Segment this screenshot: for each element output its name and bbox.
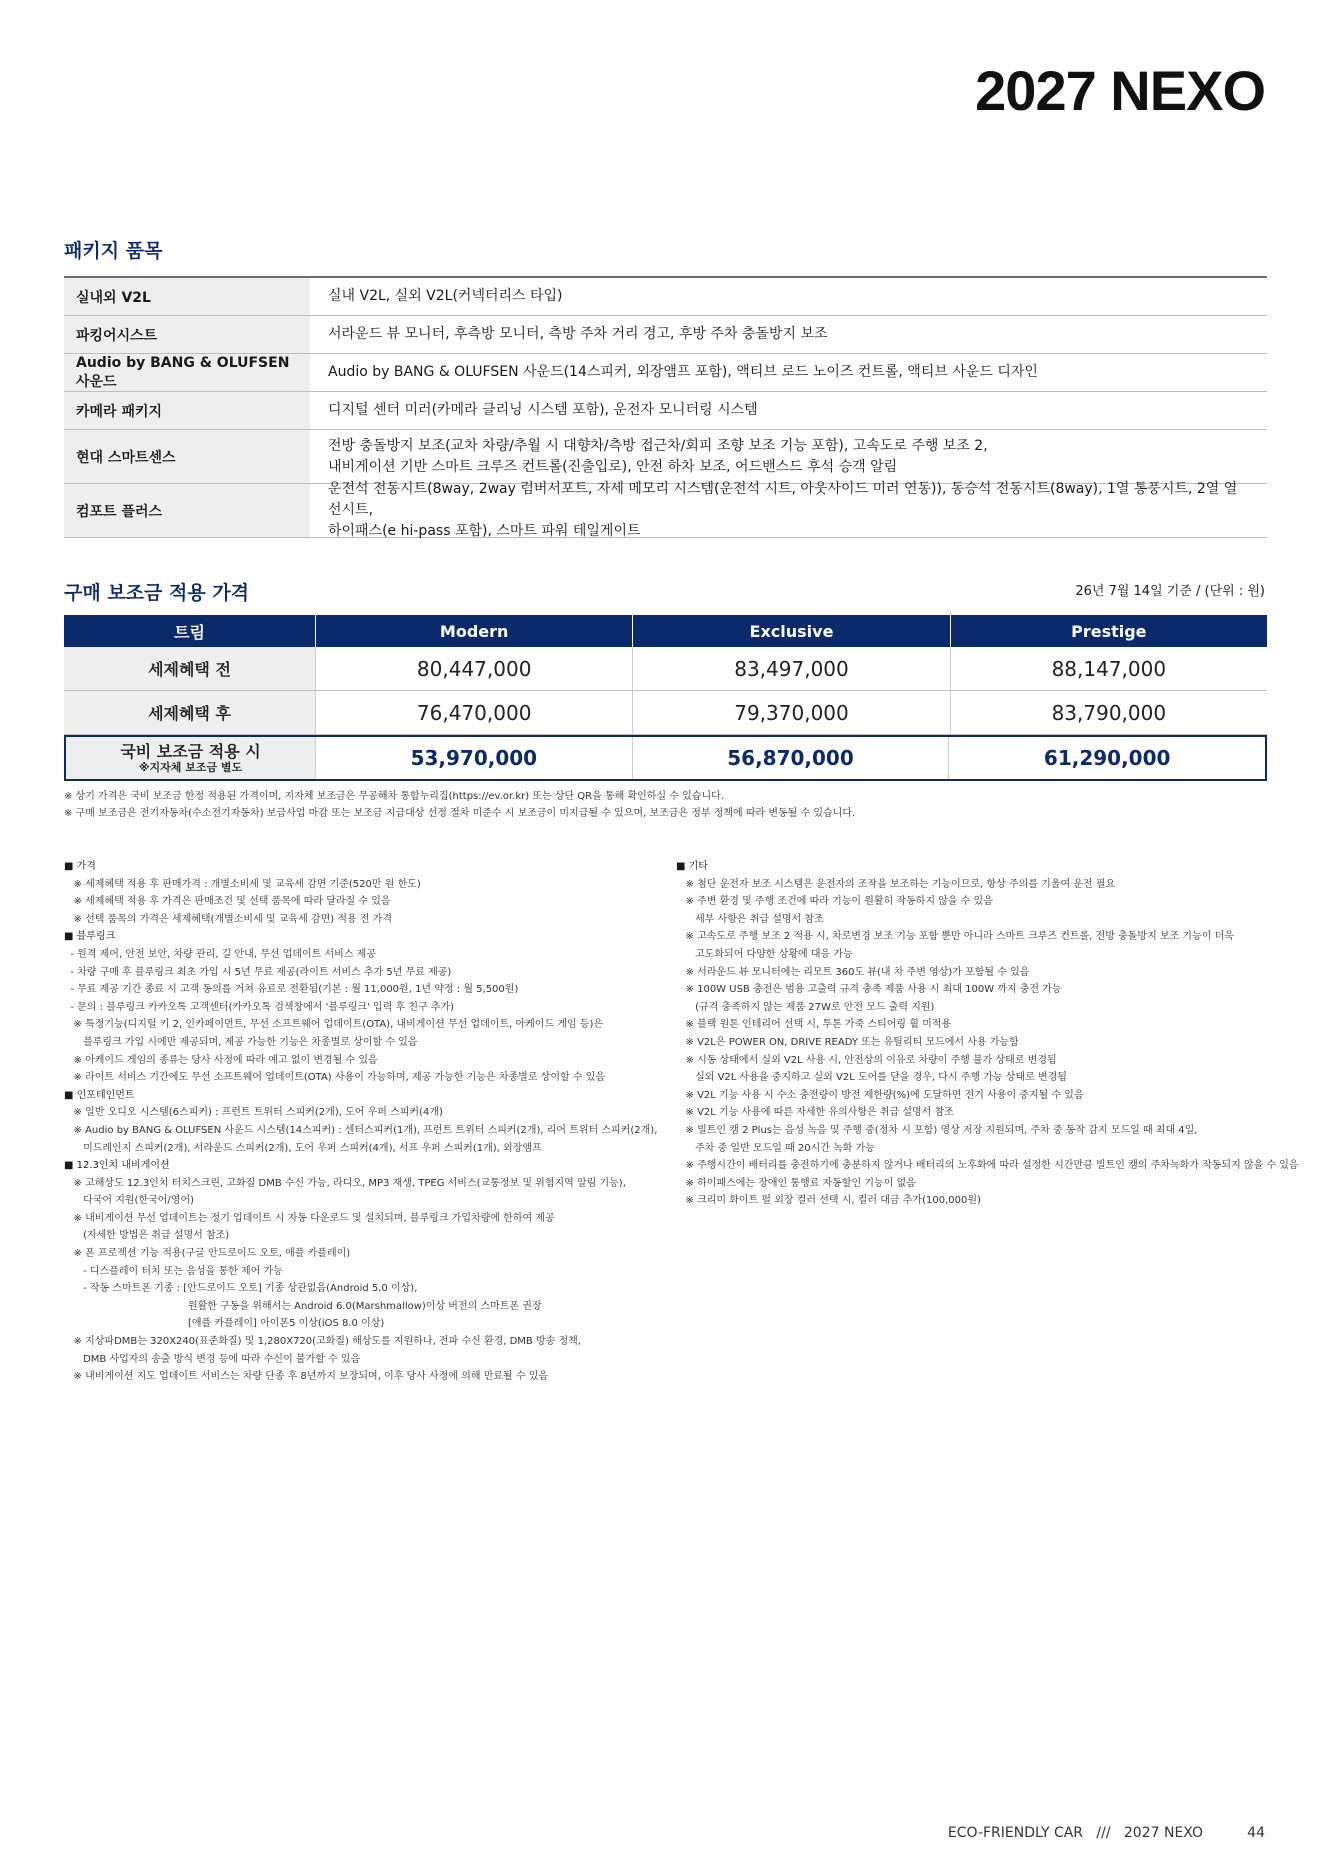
footnote: ※ 구매 보조금은 전기자동차(수소전기자동차) 보급사업 마감 또는 보조금 지급대상 선정 절차 미준수 시 보조금이 미지급될 수 있으며, 보조금은 정부 정책에 따라 변동될 수 있습니다. (64, 808, 856, 819)
note-line: - 원격 제어, 안전 보안, 차량 관리, 길 안내, 무선 업데이트 서비스 제공 (64, 948, 376, 960)
note-line: 주차 중 일반 모드일 때 20시간 녹화 가능 (676, 1142, 875, 1154)
package-description: 디지털 센터 미러(카메라 클리닝 시스템 포함), 운전자 모니터링 시스템 (328, 402, 758, 418)
package-name: 카메라 패키지 (64, 392, 310, 429)
note-line: 원활한 구동을 위해서는 Android 6.0(Marshmallow)이상 버전의 스마트폰 권장 (64, 1300, 542, 1312)
footer-label: ECO-FRIENDLY CAR /// 2027 NEXO (947, 1825, 1203, 1841)
note-line: ※ V2L 기능 사용 시 수소 충전량이 방전 제한량(%)에 도달하면 전기 사용이 중지될 수 있음 (676, 1089, 1084, 1101)
row-label-subsidy (66, 737, 316, 779)
note-line: ※ 주변 환경 및 주행 조건에 따라 기능이 원활히 작동하지 않을 수 있음 (676, 896, 993, 908)
subsidy-sublabel: ※지자체 보조금 별도 (138, 760, 243, 774)
note-line: ※ 빌트인 캠 2 Plus는 음성 녹음 및 주행 중(정차 시 포함) 영상 저장 지원되며, 주차 중 동작 감지 모드일 때 최대 4일, (676, 1124, 1198, 1136)
note-line: ※ 세제혜택 적용 후 가격은 판매조건 및 선택 품목에 따라 달라질 수 있음 (64, 896, 391, 908)
note-line: - 디스플레이 터치 또는 음성을 통한 제어 가능 (64, 1265, 283, 1277)
price-table (64, 615, 1267, 781)
note-line: ※ V2L은 POWER ON, DRIVE READY 또는 유틸리티 모드에서 사용 가능함 (676, 1036, 1019, 1048)
note-line: ※ 라이트 서비스 기간에도 무선 소프트웨어 업데이트(OTA) 사용이 가능하며, 제공 가능한 기능은 차종별로 상이할 수 있음 (64, 1072, 605, 1084)
notes-heading: ■ 블루링크 (64, 931, 116, 943)
note-line: ※ 선택 품목의 가격은 세제혜택(개별소비세 및 교육세 감면) 적용 전 가격 (64, 913, 392, 925)
note-line: ※ 100W USB 충전은 범용 고출력 규격 충족 제품 사용 시 최대 100W 까지 충전 가능 (676, 984, 1062, 996)
package-row (64, 354, 1267, 392)
note-line: (자세한 방법은 취급 설명서 참조) (64, 1230, 230, 1242)
header-prestige: Prestige (1071, 621, 1147, 641)
price-cell: 80,447,000 (316, 647, 633, 690)
package-description: 서라운드 뷰 모니터, 후측방 모니터, 측방 주차 거리 경고, 후방 주차 충돌방지 보조 (328, 326, 828, 342)
subsidy-price-cell: 53,970,000 (316, 737, 633, 779)
note-line: ※ 아케이드 게임의 종류는 당사 사정에 따라 예고 없이 변경될 수 있음 (64, 1054, 378, 1066)
row-label: 세제혜택 후 (64, 691, 316, 734)
note-line: (규격 충족하지 않는 제품 27W로 안전 모드 출력 지원) (676, 1001, 935, 1013)
notes-heading: ■ 인포테인먼트 (64, 1089, 135, 1101)
package-row (64, 392, 1267, 430)
package-description: 운전석 전동시트(8way, 2way 럼버서포트, 자세 메모리 시스템(운전석 시트, 아웃사이드 미러 연동)), 동승석 전동시트(8way), 1열 통풍시트, 2열 열선시트, 하이패스(e hi-pass 포함), 스마트 파워 테일게이트 (328, 481, 1238, 539)
note-line: ※ 블랙 원톤 인테리어 선택 시, 투톤 가죽 스티어링 휠 미적용 (676, 1019, 952, 1031)
header-trim: 트림 (64, 615, 316, 647)
notes-heading: ■ 기타 (676, 861, 708, 872)
package-name: 실내외 V2L (64, 278, 310, 315)
subsidy-price-cell: 61,290,000 (1043, 746, 1171, 770)
package-row (64, 481, 1267, 539)
price-cell: 79,370,000 (633, 691, 950, 734)
note-line: ※ 일반 오디오 시스템(6스피커) : 프런트 트위터 스피커(2개), 도어 우퍼 스피커(4개) (64, 1107, 443, 1119)
note-line: ※ 내비게이션 무선 업데이트는 정기 업데이트 시 자동 다운로드 및 설치되며, 블루링크 가입차량에 한하여 제공 (64, 1212, 555, 1224)
footnote: ※ 상기 가격은 국비 보조금 한정 적용된 가격이며, 지자체 보조금은 무공해차 통합누리집(https://ev.or.kr) 또는 상단 QR을 통해 확인하실 수 있습니다. (64, 791, 724, 802)
price-row-subsidy (64, 735, 1267, 781)
row-label: 세제혜택 전 (64, 647, 316, 690)
note-line: [애플 카플레이] 아이폰5 이상(iOS 8.0 이상) (64, 1318, 385, 1330)
price-basis-note: 26년 7월 14일 기준 / (단위 : 원) (1075, 584, 1265, 599)
notes-left-column (64, 858, 664, 1386)
note-line: ※ 하이패스에는 장애인 통행료 자동할인 기능이 없음 (676, 1177, 916, 1189)
note-line: ※ Audio by BANG & OLUFSEN 사운드 시스템(14스피커) : 센터스피커(1개), 프런트 트위터 스피커(2개), 리어 트위터 스피커(2개), (64, 1124, 658, 1136)
note-line: 블루링크 가입 시에만 제공되며, 제공 가능한 기능은 차종별로 상이할 수 있음 (64, 1036, 418, 1048)
note-line: ※ 고해상도 12.3인치 터치스크린, 고화질 DMB 수신 가능, 라디오, MP3 재생, TPEG 서비스(교통정보 및 위험지역 알림 기능), (64, 1177, 626, 1189)
notes-heading: ■ 가격 (64, 861, 96, 872)
note-line: ※ 폰 프로젝션 기능 적용(구글 안드로이드 오토, 애플 카플레이) (64, 1248, 351, 1260)
note-line: ※ 서라운드 뷰 모니터에는 리모트 360도 뷰(내 차 주변 영상)가 포함될 수 있음 (676, 966, 1030, 978)
package-row (64, 278, 1267, 316)
package-name: 컴포트 플러스 (64, 484, 310, 537)
document-title: 2027 NEXO (975, 59, 1265, 122)
note-line: 실외 V2L 사용을 중지하고 실외 V2L 도어를 닫을 경우, 다시 주행 가능 상태로 변경됨 (676, 1072, 1067, 1084)
header-exclusive: Exclusive (633, 615, 950, 647)
price-footnotes (64, 788, 855, 822)
price-row-before-tax (64, 647, 1267, 691)
note-line: - 무료 제공 기간 종료 시 고객 동의를 거쳐 유료로 전환됨(기본 : 월 11,000원, 1년 약정 : 월 5,500원) (64, 984, 519, 996)
note-line: ※ 주행시간이 배터리를 충전하기에 충분하지 않거나 배터리의 노후화에 따라 설정한 시간만큼 빌트인 캠의 주차녹화가 작동되지 않을 수 있음 (676, 1160, 1299, 1172)
note-line: ※ 첨단 운전자 보조 시스템은 운전자의 조작을 보조하는 기능이므로, 항상 주의를 기울여 운전 필요 (676, 878, 1116, 890)
price-cell: 83,790,000 (1051, 700, 1167, 725)
note-line: ※ 내비게이션 지도 업데이트 서비스는 차량 단종 후 8년까지 보장되며, 이후 당사 사정에 의해 만료될 수 있음 (64, 1371, 549, 1383)
note-line: ※ 지상파DMB는 320X240(표준화질) 및 1,280X720(고화질) 해상도를 지원하나, 전파 수신 환경, DMB 방송 정책, (64, 1336, 581, 1348)
note-line: ※ 크리미 화이트 펄 외장 컬러 선택 시, 컬러 대금 추가(100,000원) (676, 1195, 981, 1207)
package-name: Audio by BANG & OLUFSEN 사운드 (64, 354, 310, 391)
package-description: Audio by BANG & OLUFSEN 사운드(14스피커, 외장앰프 포함), 액티브 로드 노이즈 컨트롤, 액티브 사운드 디자인 (328, 364, 1038, 380)
note-line: 미드레인지 스피커(2개), 서라운드 스피커(2개), 도어 우퍼 스피커(4개), 서프 우퍼 스피커(1개), 외장앰프 (64, 1142, 542, 1154)
notes-right-column (676, 858, 1299, 1210)
note-line: - 문의 : 블루링크 카카오톡 고객센터(카카오톡 검색창에서 '블루링크' 입력 후 친구 추가) (64, 1001, 455, 1013)
package-description: 실내 V2L, 실외 V2L(커넥터리스 타입) (328, 288, 563, 304)
package-row (64, 316, 1267, 354)
package-description: 전방 충돌방지 보조(교차 차량/추월 시 대향차/측방 접근차/회피 조향 보조 기능 포함), 고속도로 주행 보조 2, 내비게이션 기반 스마트 크루즈 컨트롤(진출입로), 안전 하차 보조, 어드밴스드 후석 승객 알림 (328, 437, 988, 475)
price-cell: 76,470,000 (316, 691, 633, 734)
note-line: DMB 사업자의 송출 방식 변경 등에 따라 수신이 불가할 수 있음 (64, 1353, 361, 1365)
package-section-title: 패키지 품목 (64, 240, 163, 262)
package-name: 현대 스마트센스 (64, 430, 310, 483)
note-line: - 작동 스마트폰 기종 : [안드로이드 오토] 기종 상관없음(Android 5.0 이상), (64, 1283, 418, 1295)
price-table-header (64, 615, 1267, 647)
price-section-title: 구매 보조금 적용 가격 (64, 582, 250, 604)
note-line: ※ 세제혜택 적용 후 판매가격 : 개별소비세 및 교육세 감면 기준(520만 원 한도) (64, 878, 421, 890)
price-cell: 88,147,000 (1051, 656, 1167, 681)
note-line: 세부 사항은 취급 설명서 참조 (676, 913, 824, 925)
price-cell: 83,497,000 (633, 647, 950, 690)
price-row-after-tax (64, 691, 1267, 735)
subsidy-price-cell: 56,870,000 (633, 737, 950, 779)
package-row (64, 430, 1267, 484)
note-line: 다국어 지원(한국어/영어) (64, 1195, 195, 1207)
subsidy-label: 국비 보조금 적용 시 (120, 741, 261, 761)
note-line: ※ V2L 기능 사용에 따른 자세한 유의사항은 취급 설명서 참조 (676, 1107, 954, 1119)
notes-heading: ■ 12.3인치 내비게이션 (64, 1160, 170, 1172)
note-line: - 차량 구매 후 블루링크 최초 가입 시 5년 무료 제공(라이트 서비스 추가 5년 무료 제공) (64, 966, 452, 978)
note-line: ※ 고속도로 주행 보조 2 적용 시, 차로변경 보조 기능 포함 뿐만 아니라 스마트 크루즈 컨트롤, 전방 충돌방지 보조 기능이 더욱 (676, 931, 1234, 943)
package-name: 파킹어시스트 (64, 316, 310, 353)
header-modern: Modern (316, 615, 633, 647)
note-line: 고도화되어 다양한 상황에 대응 가능 (676, 948, 853, 960)
note-line: ※ 시동 상태에서 실외 V2L 사용 시, 안전상의 이유로 차량이 주행 불가 상태로 변경됨 (676, 1054, 1057, 1066)
package-table (64, 276, 1267, 538)
page-number: 44 (1247, 1825, 1265, 1841)
note-line: ※ 특정기능(디지털 키 2, 인카페이먼트, 무선 소프트웨어 업데이트(OTA), 내비게이션 무선 업데이트, 아케이드 게임 등)은 (64, 1019, 604, 1031)
